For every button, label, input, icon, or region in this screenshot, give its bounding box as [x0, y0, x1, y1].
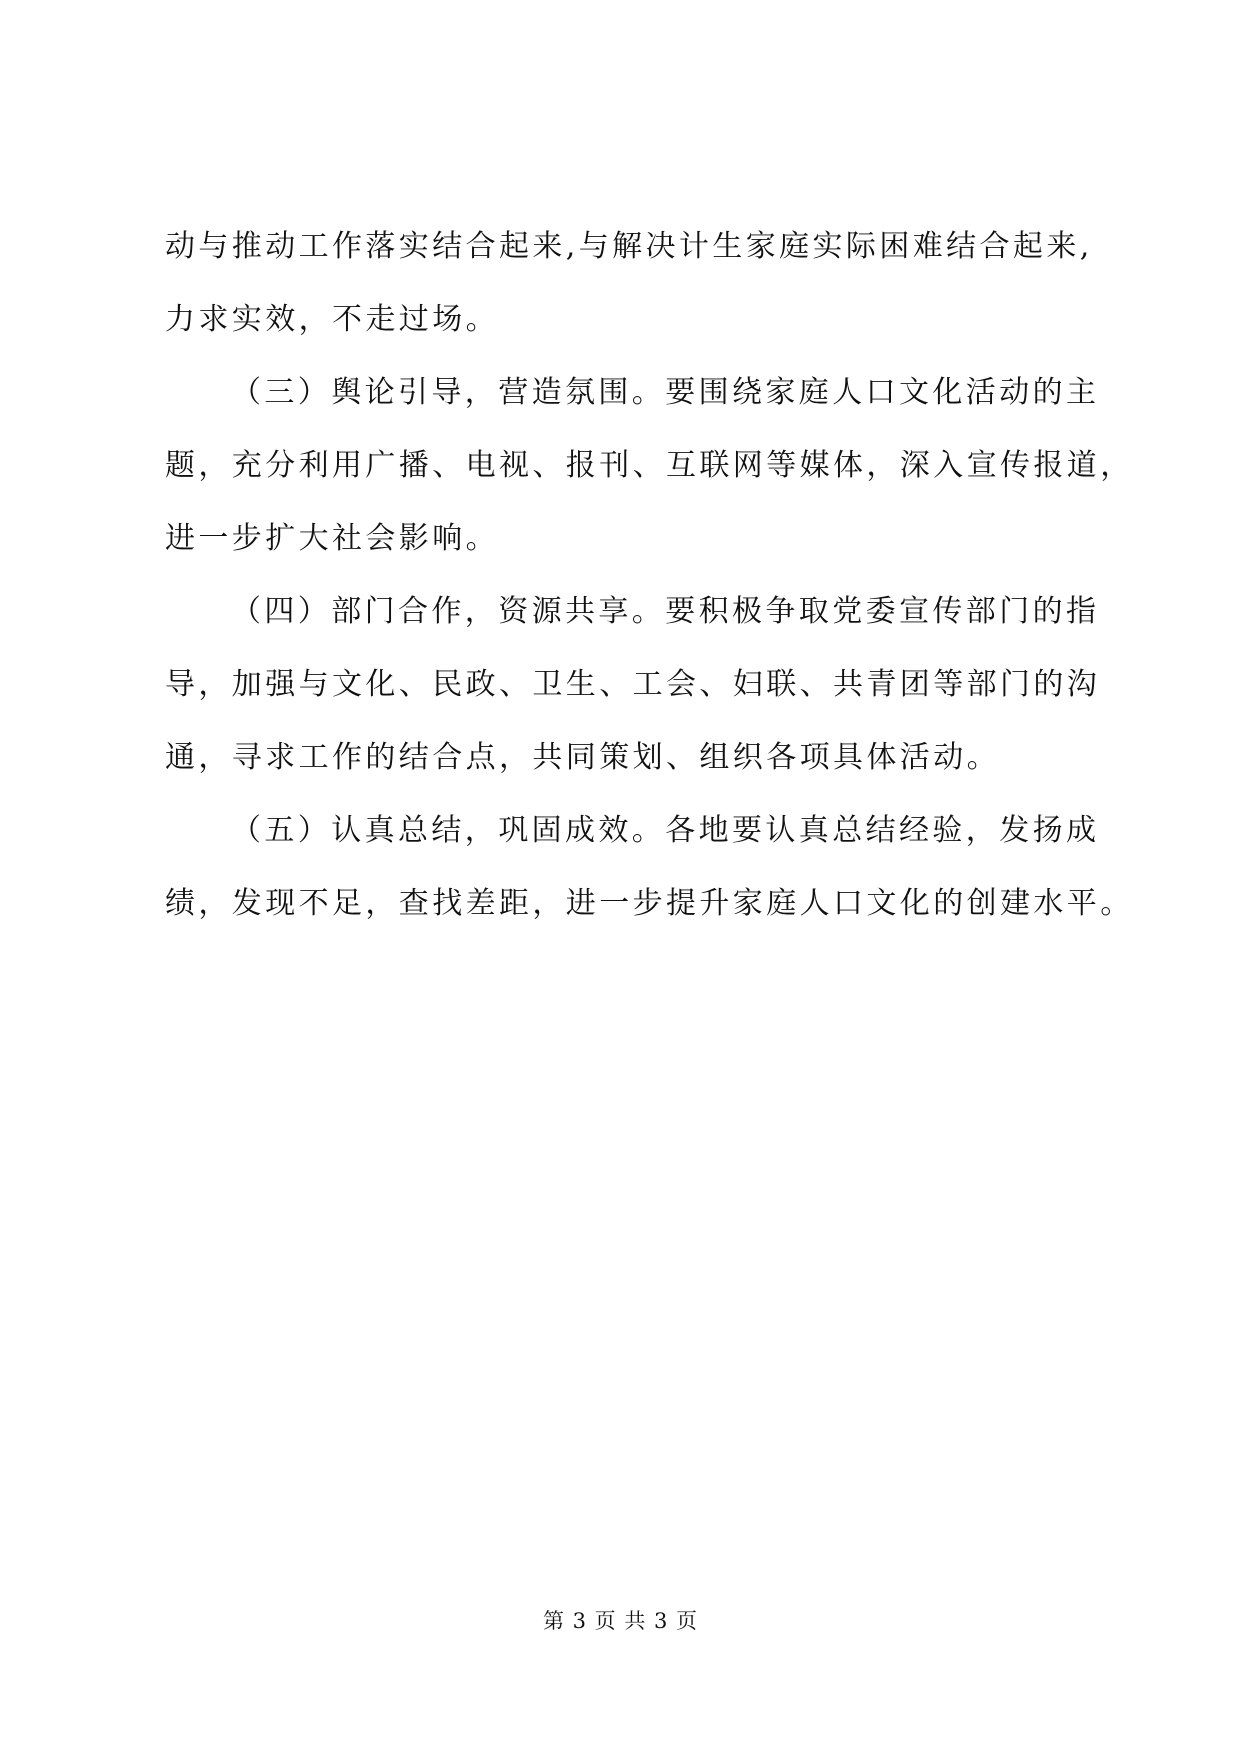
paragraph-line: 导，加强与文化、民政、卫生、工会、妇联、共青团等部门的沟: [165, 667, 1101, 702]
section-heading-line: （四）部门合作，资源共享。要积极争取党委宣传部门的指: [231, 594, 1100, 629]
section-heading-line: （三）舆论引导，营造氛围。要围绕家庭人口文化活动的主: [231, 375, 1100, 410]
paragraph-line: 力求实效，不走过场。: [165, 302, 499, 337]
paragraph-line: 进一步扩大社会影响。: [165, 521, 499, 556]
paragraph-line: 题，充分利用广播、电视、报刊、互联网等媒体，深入宣传报道，: [165, 448, 1134, 483]
section-heading-line: （五）认真总结，巩固成效。各地要认真总结经验，发扬成: [231, 813, 1100, 848]
paragraph-line: 绩，发现不足，查找差距，进一步提升家庭人口文化的创建水平。: [165, 886, 1134, 921]
paragraph-line: 通，寻求工作的结合点，共同策划、组织各项具体活动。: [165, 740, 1000, 775]
paragraph-line: 动与推动工作落实结合起来,与解决计生家庭实际困难结合起来,: [165, 229, 1093, 264]
page-number-footer: 第 3 页 共 3 页: [542, 1609, 699, 1633]
